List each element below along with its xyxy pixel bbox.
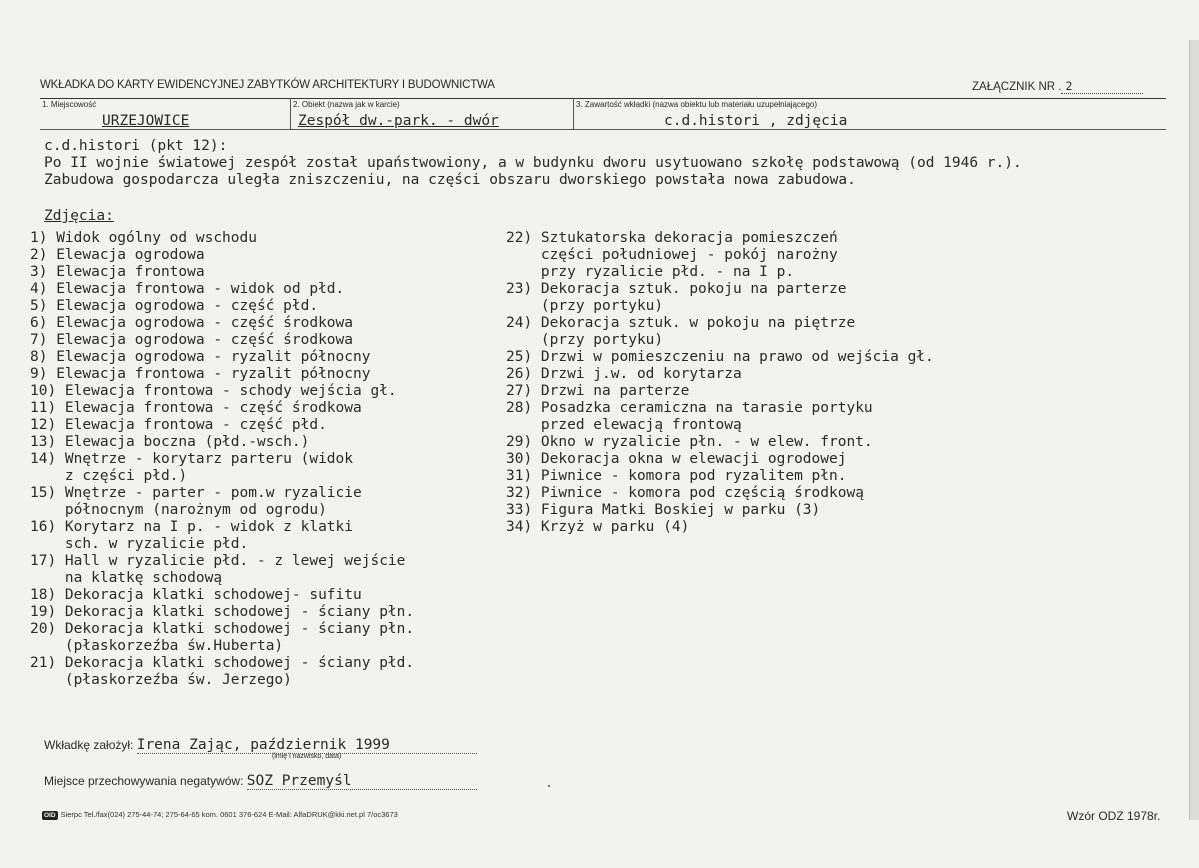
photos-heading: Zdjęcia:	[44, 208, 114, 224]
photo-item: 24) Dekoracja sztuk. w pokoju na piętrze	[506, 315, 856, 331]
form-title: WKŁADKA DO KARTY EWIDENCYJNEJ ZABYTKÓW ARCHITEKTURY I BUDOWNICTWA	[40, 79, 495, 91]
photo-item: 21) Dekoracja klatki schodowej - ściany płd.	[30, 655, 415, 671]
header-bottom-rule	[40, 129, 1166, 130]
field-locality-label: 1. Miejscowość	[42, 100, 97, 109]
printer-logo: OID	[44, 811, 56, 819]
photo-item: (płaskorzeźba św.Huberta)	[30, 638, 284, 654]
photo-item: przy ryzalicie płd. - na I p.	[506, 264, 795, 280]
annex-number: ZAŁĄCZNIK NR . 2	[972, 79, 1143, 94]
header-separator-2	[573, 98, 574, 129]
prepared-by-value: Irena Zając, październik 1999	[137, 737, 477, 754]
photo-item: sch. w ryzalicie płd.	[30, 536, 249, 552]
negatives-storage	[44, 773, 477, 790]
photo-item: 1) Widok ogólny od wschodu	[30, 230, 257, 246]
photo-item: (płaskorzeźba św. Jerzego)	[30, 672, 292, 688]
stray-mark	[548, 785, 550, 787]
photo-item: 8) Elewacja ogrodowa - ryzalit północny	[30, 349, 371, 365]
history-line: Po II wojnie światowej zespół został upaństwowiony, a w budynku dworu usytuowano szkołę podstawową (od 1946 r.).	[44, 155, 1022, 171]
photo-item: 13) Elewacja boczna (płd.-wsch.)	[30, 434, 310, 450]
scan-edge	[1189, 40, 1199, 820]
negatives-storage-value: SOZ Przemyśl	[247, 773, 477, 790]
photo-list-right	[506, 230, 934, 536]
photo-item: 15) Wnętrze - parter - pom.w ryzalicie	[30, 485, 362, 501]
header-separator-1	[290, 98, 291, 129]
photo-item: 25) Drzwi w pomieszczeniu na prawo od wejścia gł.	[506, 349, 934, 365]
photo-item: części południowej - pokój narożny	[506, 247, 838, 263]
photo-item: (przy portyku)	[506, 298, 664, 314]
photo-item: (przy portyku)	[506, 332, 664, 348]
photo-item: 10) Elewacja frontowa - schody wejścia gł.	[30, 383, 397, 399]
photo-item: na klatkę schodową	[30, 570, 223, 586]
photo-item: 14) Wnętrze - korytarz parteru (widok	[30, 451, 354, 467]
field-content-value: c.d.histori , zdjęcia	[664, 113, 848, 129]
photo-item: przed elewacją frontową	[506, 417, 742, 433]
printer-info: Sierpc Tel./fax(024) 275-44-74; 275-64-65 kom. 0601 376-624 E-Mail: AlfaDRUK@kki.net.pl 7/oc3673	[60, 810, 398, 819]
photo-item: 5) Elewacja ogrodowa - część płd.	[30, 298, 319, 314]
form-template-code: Wzór ODZ 1978r.	[1067, 809, 1161, 823]
photo-item: 20) Dekoracja klatki schodowej - ściany płn.	[30, 621, 415, 637]
field-object-label: 2. Obiekt (nazwa jak w karcie)	[293, 100, 400, 109]
header-top-rule	[40, 98, 1166, 99]
photo-item: 30) Dekoracja okna w elewacji ogrodowej	[506, 451, 847, 467]
photo-item: 6) Elewacja ogrodowa - część środkowa	[30, 315, 354, 331]
prepared-by	[44, 737, 477, 754]
photo-item: 29) Okno w ryzalicie płn. - w elew. front.	[506, 434, 873, 450]
photo-item: 33) Figura Matki Boskiej w parku (3)	[506, 502, 821, 518]
printer-imprint	[42, 810, 398, 820]
photo-item: 2) Elewacja ogrodowa	[30, 247, 205, 263]
photo-item: 3) Elewacja frontowa	[30, 264, 205, 280]
history-line: Zabudowa gospodarcza uległa zniszczeniu, na części obszaru dworskiego powstała nowa zabudowa.	[44, 172, 856, 188]
photo-item: 12) Elewacja frontowa - część płd.	[30, 417, 327, 433]
photo-item: 16) Korytarz na I p. - widok z klatki	[30, 519, 354, 535]
photo-item: 7) Elewacja ogrodowa - część środkowa	[30, 332, 354, 348]
field-content-label: 3. Zawartość wkładki (nazwa obiektu lub materiału uzupełniającego)	[576, 100, 818, 109]
photo-item: 11) Elewacja frontowa - część środkowa	[30, 400, 362, 416]
history-heading: c.d.histori (pkt 12):	[44, 138, 228, 154]
photo-item: 17) Hall w ryzalicie płd. - z lewej wejście	[30, 553, 406, 569]
photo-item: 27) Drzwi na parterze	[506, 383, 690, 399]
negatives-storage-label: Miejsce przechowywania negatywów:	[44, 774, 244, 788]
field-locality-value: URZEJOWICE	[102, 113, 190, 129]
photo-item: 22) Sztukatorska dekoracja pomieszczeń	[506, 230, 838, 246]
photo-item: 18) Dekoracja klatki schodowej- sufitu	[30, 587, 362, 603]
photo-item: 28) Posadzka ceramiczna na tarasie portyku	[506, 400, 873, 416]
photo-item: 34) Krzyż w parku (4)	[506, 519, 690, 535]
photo-item: 19) Dekoracja klatki schodowej - ściany płn.	[30, 604, 415, 620]
prepared-by-sublabel: (imię i nazwisko, data)	[272, 753, 342, 760]
photo-list-left	[30, 230, 414, 689]
photo-item: 23) Dekoracja sztuk. pokoju na parterze	[506, 281, 847, 297]
field-object-value: Zespół dw.-park. - dwór	[298, 113, 499, 129]
photo-item: 31) Piwnice - komora pod ryzalitem płn.	[506, 468, 847, 484]
prepared-by-label: Wkładkę założył:	[44, 738, 134, 752]
photo-item: 26) Drzwi j.w. od korytarza	[506, 366, 742, 382]
photo-item: 9) Elewacja frontowa - ryzalit północny	[30, 366, 371, 382]
annex-number-value: 2	[1061, 79, 1143, 94]
photo-item: 32) Piwnice - komora pod częścią środkową	[506, 485, 864, 501]
photo-item: z części płd.)	[30, 468, 188, 484]
annex-label: ZAŁĄCZNIK NR	[972, 81, 1056, 93]
photo-item: 4) Elewacja frontowa - widok od płd.	[30, 281, 345, 297]
photo-item: północnym (narożnym od ogrodu)	[30, 502, 327, 518]
